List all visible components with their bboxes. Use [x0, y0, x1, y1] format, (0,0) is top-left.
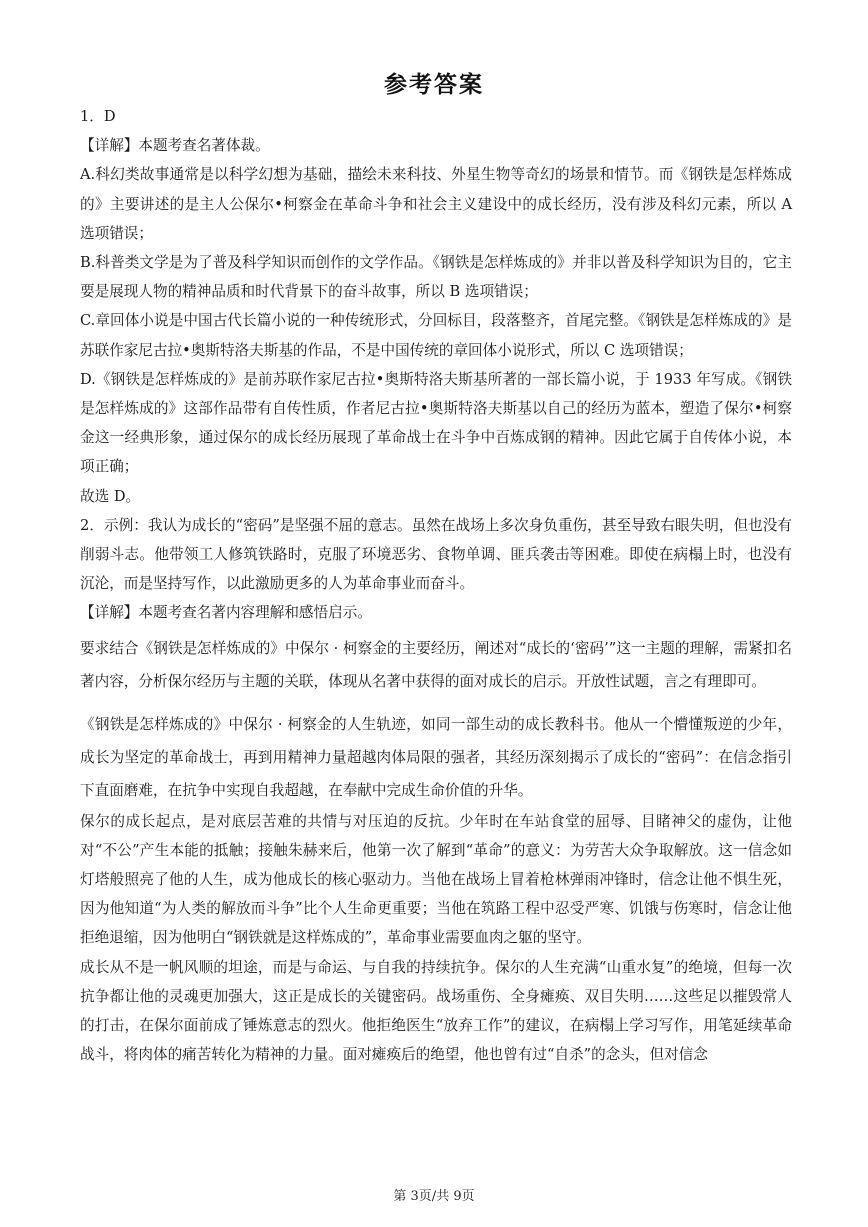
- page-title: 参考答案: [384, 72, 484, 98]
- q2-detail: 【详解】本题考查名著内容理解和感悟启示。: [80, 604, 372, 622]
- q2-paragraph-1: 《钢铁是怎样炼成的》中保尔 · 柯察金的人生轨迹，如同一部生动的成长教科书。他从一个懵懂叛逆的少年，成长为坚定的革命战士，再到用精神力量超越肉体局限的强者，其经历深刻揭示了成长的“密码”：在信念指引下直面磨难，在抗争中实现自我超越，在奉献中完成生命价值的升华。: [80, 715, 792, 799]
- q1-conclusion: 故选 D。: [80, 487, 141, 505]
- q1-option-c: C.章回体小说是中国古代长篇小说的一种传统形式，分回标目，段落整齐，首尾完整。《钢铁是怎样炼成的》是苏联作家尼古拉•奥斯特洛夫斯基的作品，不是中国传统的章回体小说形式，所以 C 选项错误；: [80, 312, 792, 359]
- q1-answer: 1．D: [80, 108, 116, 125]
- q1-option-d: D.《钢铁是怎样炼成的》是前苏联作家尼古拉•奥斯特洛夫斯基所著的一部长篇小说，于 1933 年写成。《钢铁是怎样炼成的》这部作品带有自传性质，作者尼古拉•奥斯特洛夫斯基以自己的经历为蓝本，塑造了保尔•柯察金这一经典形象，通过保尔的成长经历展现了革命战士在斗争中百炼成钢的精神。因此它属于自传体小说，本项正确；: [80, 370, 792, 476]
- q2-answer: 2．示例：我认为成长的“密码”是坚强不屈的意志。虽然在战场上多次身负重伤，甚至导致右眼失明，但也没有削弱斗志。他带领工人修筑铁路时，克服了环境恶劣、食物单调、匪兵袭击等困难。即使在病榻上时，也没有沉沦，而是坚持写作，以此激励更多的人为革命事业而奋斗。: [80, 516, 792, 593]
- page-number: 第 3页/共 9页: [393, 1189, 475, 1204]
- q2-paragraph-3: 成长从不是一帆风顺的坦途，而是与命运、与自我的持续抗争。保尔的人生充满“山重水复”的绝境，但每一次抗争都让他的灵魂更加强大，这正是成长的关键密码。战场重伤、全身瘫痪、双目失明……这些足以摧毁常人的打击，在保尔面前成了锤炼意志的烈火。他拒绝医生“放弃工作”的建议，在病榻上学习写作，用笔延续革命战斗，将肉体的痛苦转化为精神的力量。面对瘫痪后的绝望，他也曾有过“自杀”的念头，但对信念: [80, 958, 792, 1064]
- q2-requirement: 要求结合《钢铁是怎样炼成的》中保尔 · 柯察金的主要经历，阐述对“成长的‘密码’”这一主题的理解，需紧扣名著内容，分析保尔经历与主题的关联，体现从名著中获得的面对成长的启示。开放性试题，言之有理即可。: [80, 639, 792, 690]
- q1-option-b: B.科普类文学是为了普及科学知识而创作的文学作品。《钢铁是怎样炼成的》并非以普及科学知识为目的，它主要是展现人物的精神品质和时代背景下的奋斗故事，所以 B 选项错误；: [80, 254, 792, 301]
- q1-option-a: A.科幻类故事通常是以科学幻想为基础，描绘未来科技、外星生物等奇幻的场景和情节。而《钢铁是怎样炼成的》主要讲述的是主人公保尔•柯察金在革命斗争和社会主义建设中的成长经历，没有涉及科幻元素，所以 A 选项错误；: [80, 166, 792, 242]
- q1-detail: 【详解】本题考查名著体裁。: [80, 137, 270, 155]
- q2-paragraph-2: 保尔的成长起点，是对底层苦难的共情与对压迫的反抗。少年时在车站食堂的屈辱、目睹神父的虚伪，让他对“不公”产生本能的抵触；接触朱赫来后，他第一次了解到“革命”的意义：为劳苦大众争取解放。这一信念如灯塔般照亮了他的人生，成为他成长的核心驱动力。当他在战场上冒着枪林弹雨冲锋时，信念让他不惧生死，因为他知道“为人类的解放而斗争”比个人生命更重要；当他在筑路工程中忍受严寒、饥饿与伤寒时，信念让他拒绝退缩，因为他明白“钢铁就是这样炼成的”，革命事业需要血肉之躯的坚守。: [80, 812, 792, 947]
- answer-content: [80, 102, 792, 1069]
